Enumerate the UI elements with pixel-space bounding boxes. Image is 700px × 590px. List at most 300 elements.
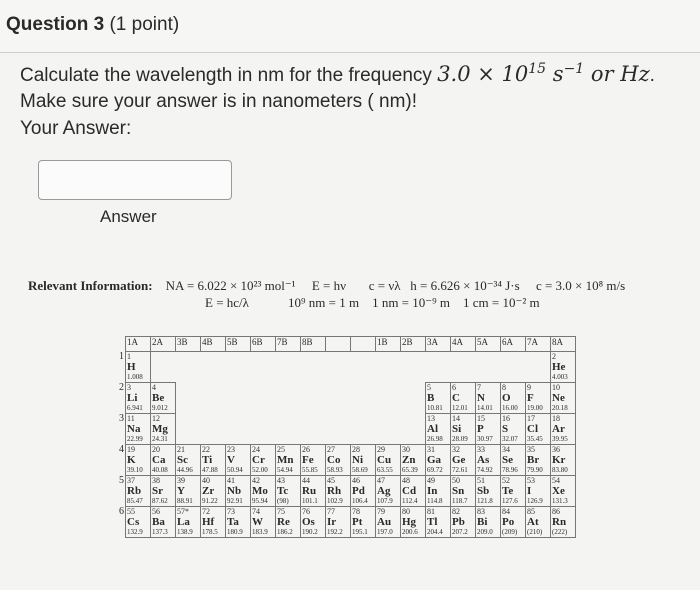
atomic-number: 48	[402, 476, 410, 485]
element-symbol: W	[252, 516, 263, 528]
element-symbol: Kr	[552, 454, 566, 466]
atomic-number: 5	[427, 383, 431, 392]
element-cell	[551, 445, 576, 476]
empty-cell	[326, 352, 351, 383]
atomic-number: 29	[377, 445, 385, 454]
atomic-mass: 192.2	[327, 528, 343, 536]
group-header: 7A	[526, 337, 551, 352]
atomic-number: 35	[527, 445, 535, 454]
element-symbol: P	[477, 423, 484, 435]
element-symbol: K	[127, 454, 136, 466]
atomic-number: 30	[402, 445, 410, 454]
empty-cell	[201, 352, 226, 383]
element-cell	[526, 414, 551, 445]
atomic-mass: 47.88	[202, 466, 218, 474]
atomic-mass: 131.3	[552, 497, 568, 505]
atomic-number: 52	[502, 476, 510, 485]
period-label: 2	[119, 381, 124, 393]
group-header: 6A	[501, 337, 526, 352]
element-symbol: Mn	[277, 454, 294, 466]
element-cell	[526, 476, 551, 507]
element-cell	[551, 507, 576, 538]
atomic-mass: 39.95	[552, 435, 568, 443]
atomic-number: 42	[252, 476, 260, 485]
atomic-number: 46	[352, 476, 360, 485]
element-cell	[176, 507, 201, 538]
atomic-mass: 118.7	[452, 497, 468, 505]
atomic-mass: 112.4	[402, 497, 418, 505]
empty-cell	[251, 414, 276, 445]
atomic-number: 24	[252, 445, 260, 454]
atomic-number: 31	[427, 445, 435, 454]
element-symbol: Be	[152, 392, 165, 404]
group-header: 5B	[226, 337, 251, 352]
periodic-table	[118, 336, 576, 538]
element-cell	[526, 445, 551, 476]
atomic-mass: 207.2	[452, 528, 468, 536]
atomic-mass: 30.97	[477, 435, 493, 443]
atomic-number: 73	[227, 507, 235, 516]
element-symbol: Na	[127, 423, 141, 435]
element-symbol: Ru	[302, 485, 317, 497]
empty-cell	[301, 414, 326, 445]
group-header: 1A	[126, 337, 151, 352]
atomic-mass: 28.09	[452, 435, 468, 443]
element-symbol: In	[427, 485, 438, 497]
empty-cell	[526, 352, 551, 383]
atomic-number: 44	[302, 476, 310, 485]
atomic-number: 37	[127, 476, 135, 485]
element-cell	[426, 476, 451, 507]
element-cell	[501, 414, 526, 445]
atomic-mass: 137.3	[152, 528, 168, 536]
element-symbol: Xe	[552, 485, 565, 497]
atomic-number: 3	[127, 383, 131, 392]
empty-cell	[426, 352, 451, 383]
atomic-mass: 197.0	[377, 528, 393, 536]
element-cell	[451, 507, 476, 538]
element-cell	[476, 476, 501, 507]
atomic-mass: 195.1	[352, 528, 368, 536]
atomic-mass: 50.94	[227, 466, 243, 474]
element-cell	[551, 383, 576, 414]
element-cell	[451, 414, 476, 445]
element-cell	[226, 445, 251, 476]
atomic-mass: 127.6	[502, 497, 518, 505]
element-cell	[326, 445, 351, 476]
element-symbol: Ni	[352, 454, 363, 466]
element-cell	[351, 476, 376, 507]
empty-cell	[301, 352, 326, 383]
element-symbol: Pd	[352, 485, 365, 497]
atomic-number: 36	[552, 445, 560, 454]
element-symbol: Cs	[127, 516, 140, 528]
atomic-number: 75	[277, 507, 285, 516]
group-header: 4A	[451, 337, 476, 352]
atomic-number: 27	[327, 445, 335, 454]
atomic-mass: 10.81	[427, 404, 443, 412]
atomic-mass: 32.07	[502, 435, 518, 443]
atomic-mass: 92.91	[227, 497, 243, 505]
atomic-mass: 87.62	[152, 497, 168, 505]
element-cell	[201, 476, 226, 507]
empty-cell	[276, 414, 301, 445]
atomic-mass: 9.012	[152, 404, 168, 412]
atomic-number: 82	[452, 507, 460, 516]
element-symbol: Tc	[277, 485, 289, 497]
group-header: 8A	[551, 337, 576, 352]
atomic-number: 38	[152, 476, 160, 485]
atomic-mass: 132.9	[127, 528, 143, 536]
atomic-number: 33	[477, 445, 485, 454]
element-symbol: H	[127, 361, 136, 373]
element-symbol: Sn	[452, 485, 465, 497]
atomic-mass: (98)	[277, 497, 289, 505]
atomic-mass: 22.99	[127, 435, 143, 443]
group-header: 3B	[176, 337, 201, 352]
empty-cell	[151, 352, 176, 383]
atomic-number: 4	[152, 383, 156, 392]
atomic-mass: 39.10	[127, 466, 143, 474]
element-cell	[376, 507, 401, 538]
element-symbol: N	[477, 392, 485, 404]
atomic-mass: 78.96	[502, 466, 518, 474]
empty-cell	[401, 414, 426, 445]
atomic-number: 19	[127, 445, 135, 454]
element-cell	[351, 445, 376, 476]
atomic-number: 22	[202, 445, 210, 454]
element-symbol: Ca	[152, 454, 166, 466]
atomic-number: 80	[402, 507, 410, 516]
element-cell	[151, 445, 176, 476]
element-symbol: Cd	[402, 485, 417, 497]
element-symbol: Rn	[552, 516, 567, 528]
atomic-number: 11	[127, 414, 135, 423]
atomic-mass: 209.0	[477, 528, 493, 536]
atomic-number: 15	[477, 414, 485, 423]
atomic-mass: 200.6	[402, 528, 418, 536]
element-cell	[151, 507, 176, 538]
element-cell	[551, 476, 576, 507]
element-symbol: Ge	[452, 454, 466, 466]
element-cell	[301, 476, 326, 507]
atomic-number: 2	[552, 352, 556, 361]
element-symbol: Pt	[352, 516, 363, 528]
atomic-number: 39	[177, 476, 185, 485]
empty-cell	[226, 352, 251, 383]
empty-cell	[376, 352, 401, 383]
element-cell	[176, 445, 201, 476]
atomic-mass: 107.9	[377, 497, 393, 505]
element-symbol: B	[427, 392, 435, 404]
element-symbol: Po	[502, 516, 515, 528]
atomic-number: 78	[352, 507, 360, 516]
group-header: 1B	[376, 337, 401, 352]
period-label: 4	[119, 443, 124, 455]
empty-cell	[276, 352, 301, 383]
atomic-mass: 85.47	[127, 497, 143, 505]
empty-cell	[251, 383, 276, 414]
element-cell	[301, 445, 326, 476]
element-symbol: Mg	[152, 423, 168, 435]
element-symbol: Zr	[202, 485, 215, 497]
atomic-mass: 121.8	[477, 497, 493, 505]
element-symbol: Bi	[477, 516, 488, 528]
atomic-number: 81	[427, 507, 435, 516]
atomic-mass: 19.00	[527, 404, 543, 412]
atomic-mass: 114.8	[427, 497, 443, 505]
element-symbol: Pb	[452, 516, 465, 528]
element-cell	[301, 507, 326, 538]
group-header: 4B	[201, 337, 226, 352]
element-cell	[501, 383, 526, 414]
atomic-number: 85	[527, 507, 535, 516]
period-label: 5	[119, 474, 124, 486]
element-symbol: C	[452, 392, 460, 404]
element-symbol: Se	[502, 454, 513, 466]
element-cell	[226, 507, 251, 538]
atomic-number: 20	[152, 445, 160, 454]
element-cell	[126, 445, 151, 476]
atomic-number: 54	[552, 476, 560, 485]
element-symbol: La	[177, 516, 190, 528]
atomic-number: 21	[177, 445, 185, 454]
atomic-mass: 4.003	[552, 373, 568, 381]
atomic-mass: 69.72	[427, 466, 443, 474]
element-symbol: Co	[327, 454, 341, 466]
atomic-number: 7	[477, 383, 481, 392]
element-symbol: Cl	[527, 423, 538, 435]
group-header: 8B	[301, 337, 326, 352]
empty-cell	[476, 352, 501, 383]
empty-cell	[501, 352, 526, 383]
atomic-number: 72	[202, 507, 210, 516]
group-header: 2B	[401, 337, 426, 352]
atomic-number: 76	[302, 507, 310, 516]
element-symbol: Sb	[477, 485, 490, 497]
atomic-mass: 106.4	[352, 497, 368, 505]
atomic-number: 56	[152, 507, 160, 516]
element-cell	[326, 476, 351, 507]
element-symbol: Ga	[427, 454, 442, 466]
element-cell	[151, 476, 176, 507]
element-symbol: Hf	[202, 516, 215, 528]
element-cell	[126, 352, 151, 383]
question-title: Question 3 (1 point)	[6, 14, 180, 35]
element-cell	[476, 383, 501, 414]
element-cell	[376, 476, 401, 507]
element-cell	[276, 507, 301, 538]
atomic-mass: 63.55	[377, 466, 393, 474]
element-cell	[201, 507, 226, 538]
empty-cell	[326, 383, 351, 414]
atomic-mass: 24.31	[152, 435, 168, 443]
atomic-number: 25	[277, 445, 285, 454]
atomic-mass: 65.39	[402, 466, 418, 474]
atomic-number: 18	[552, 414, 560, 423]
atomic-number: 74	[252, 507, 260, 516]
atomic-mass: (210)	[527, 528, 543, 536]
atomic-number: 51	[477, 476, 485, 485]
atomic-number: 26	[302, 445, 310, 454]
answer-input[interactable]	[38, 160, 232, 200]
element-cell	[476, 445, 501, 476]
element-symbol: Ti	[202, 454, 213, 466]
empty-cell	[351, 383, 376, 414]
atomic-number: 86	[552, 507, 560, 516]
empty-cell	[226, 414, 251, 445]
element-symbol: Ir	[327, 516, 337, 528]
atomic-mass: 95.94	[252, 497, 268, 505]
atomic-mass: 183.9	[252, 528, 268, 536]
element-cell	[176, 476, 201, 507]
atomic-mass: 138.9	[177, 528, 193, 536]
element-cell	[376, 445, 401, 476]
relevant-info-line2: E = hc/λ 10⁹ nm = 1 m 1 nm = 10⁻⁹ m 1 cm = 10⁻² m	[205, 295, 540, 310]
atomic-number: 45	[327, 476, 335, 485]
question-prompt: Calculate the wavelength in nm for the frequency $3.0 \times 10^{15}$ $s^{-1}$ or Hz. Make sure your answer is in nanometers ( nm)!	[20, 61, 655, 112]
atomic-number: 1	[127, 352, 131, 361]
atomic-number: 16	[502, 414, 510, 423]
atomic-number: 79	[377, 507, 385, 516]
element-symbol: Li	[127, 392, 138, 404]
atomic-mass: 190.2	[302, 528, 318, 536]
element-cell	[476, 414, 501, 445]
atomic-number: 43	[277, 476, 285, 485]
group-header	[326, 337, 351, 352]
element-cell	[451, 383, 476, 414]
atomic-mass: 55.85	[302, 466, 318, 474]
atomic-mass: 1.008	[127, 373, 143, 381]
empty-cell	[276, 383, 301, 414]
atomic-mass: 14.01	[477, 404, 493, 412]
empty-cell	[176, 414, 201, 445]
question-header	[0, 0, 700, 53]
element-symbol: Ta	[227, 516, 239, 528]
element-symbol: I	[527, 485, 532, 497]
element-cell	[451, 476, 476, 507]
element-cell	[401, 476, 426, 507]
atomic-mass: 83.80	[552, 466, 568, 474]
element-cell	[401, 445, 426, 476]
element-cell	[426, 414, 451, 445]
element-symbol: Au	[377, 516, 392, 528]
empty-cell	[376, 414, 401, 445]
period-label: 3	[119, 412, 124, 424]
your-answer-label: Your Answer:	[20, 118, 132, 139]
element-symbol: Fe	[302, 454, 314, 466]
element-symbol: Br	[527, 454, 540, 466]
atomic-mass: 40.08	[152, 466, 168, 474]
empty-cell	[176, 383, 201, 414]
element-symbol: Sc	[177, 454, 188, 466]
atomic-mass: 58.69	[352, 466, 368, 474]
atomic-number: 17	[527, 414, 535, 423]
element-cell	[251, 507, 276, 538]
empty-cell	[376, 383, 401, 414]
atomic-mass: 52.00	[252, 466, 268, 474]
element-cell	[126, 383, 151, 414]
group-header: 7B	[276, 337, 301, 352]
empty-cell	[351, 352, 376, 383]
atomic-number: 34	[502, 445, 510, 454]
element-symbol: Al	[427, 423, 438, 435]
atomic-number: 50	[452, 476, 460, 485]
atomic-mass: 35.45	[527, 435, 543, 443]
atomic-number: 77	[327, 507, 335, 516]
element-symbol: Rh	[327, 485, 342, 497]
element-cell	[151, 383, 176, 414]
element-cell	[126, 476, 151, 507]
group-header: 2A	[151, 337, 176, 352]
relevant-info-line1: Relevant Information: NA = 6.022 × 10²³ mol⁻¹ E = hν c = νλ h = 6.626 × 10⁻³⁴ J·s c = 3.0 × 10⁸ m/s	[28, 278, 626, 293]
element-cell	[276, 445, 301, 476]
element-cell	[426, 383, 451, 414]
element-symbol: Mo	[252, 485, 268, 497]
element-symbol: O	[502, 392, 511, 404]
answer-label: Answer	[100, 207, 157, 226]
atomic-number: 47	[377, 476, 385, 485]
group-header	[351, 337, 376, 352]
element-cell	[251, 445, 276, 476]
empty-cell	[401, 352, 426, 383]
atomic-number: 41	[227, 476, 235, 485]
atomic-number: 13	[427, 414, 435, 423]
element-cell	[351, 507, 376, 538]
atomic-number: 23	[227, 445, 235, 454]
element-cell	[451, 445, 476, 476]
element-symbol: Y	[177, 485, 185, 497]
atomic-mass: (209)	[502, 528, 518, 536]
atomic-mass: 74.92	[477, 466, 493, 474]
atomic-mass: 204.4	[427, 528, 443, 536]
element-cell	[201, 445, 226, 476]
empty-cell	[226, 383, 251, 414]
element-symbol: F	[527, 392, 534, 404]
atomic-number: 10	[552, 383, 560, 392]
element-cell	[426, 445, 451, 476]
atomic-mass: 102.9	[327, 497, 343, 505]
element-symbol: Ar	[552, 423, 565, 435]
empty-cell	[451, 352, 476, 383]
element-cell	[401, 507, 426, 538]
atomic-mass: 12.01	[452, 404, 468, 412]
element-symbol: Zn	[402, 454, 416, 466]
group-header: 3A	[426, 337, 451, 352]
element-symbol: Os	[302, 516, 315, 528]
element-cell	[551, 352, 576, 383]
element-cell	[126, 414, 151, 445]
empty-cell	[351, 414, 376, 445]
period-label: 6	[119, 505, 124, 517]
atomic-mass: (222)	[552, 528, 568, 536]
atomic-number: 53	[527, 476, 535, 485]
atomic-number: 32	[452, 445, 460, 454]
element-symbol: Tl	[427, 516, 438, 528]
element-cell	[476, 507, 501, 538]
element-symbol: Nb	[227, 485, 242, 497]
element-cell	[126, 507, 151, 538]
atomic-mass: 178.5	[202, 528, 218, 536]
atomic-mass: 91.22	[202, 497, 218, 505]
element-symbol: At	[527, 516, 539, 528]
empty-cell	[326, 414, 351, 445]
element-symbol: Sr	[152, 485, 163, 497]
element-symbol: Cr	[252, 454, 265, 466]
atomic-number: 28	[352, 445, 360, 454]
atomic-mass: 58.93	[327, 466, 343, 474]
atomic-mass: 180.9	[227, 528, 243, 536]
